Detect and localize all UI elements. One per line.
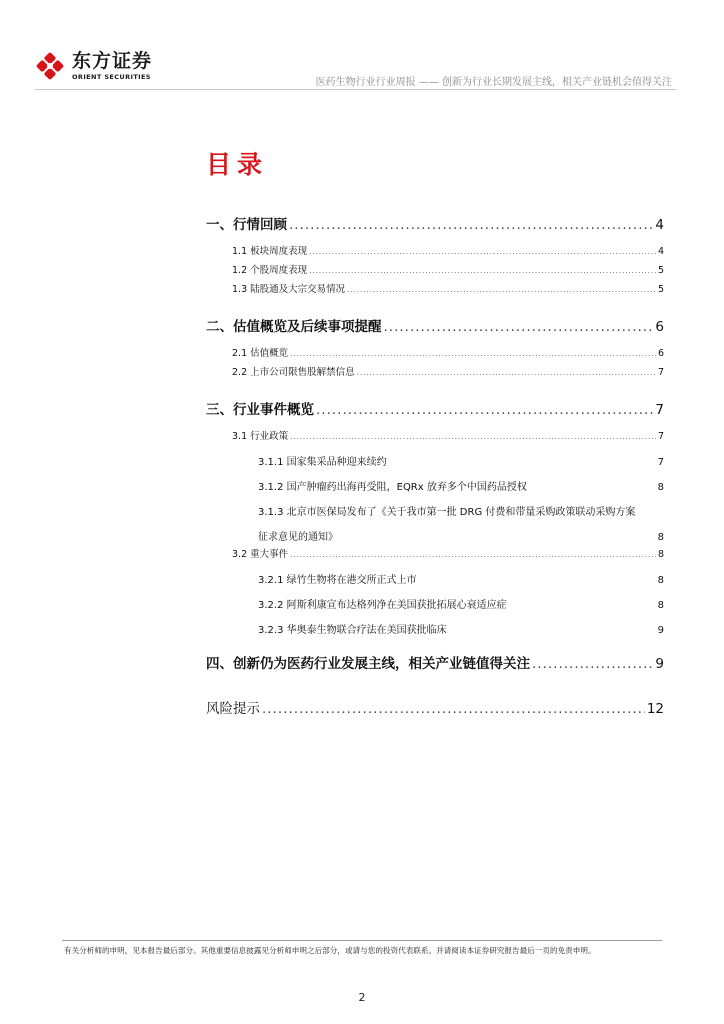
toc-entry-title: 1.3 陆股通及大宗交易情况 bbox=[232, 284, 346, 295]
toc-entry-page: 5 bbox=[657, 265, 664, 276]
toc-entry-3-2-3[interactable] bbox=[258, 621, 664, 636]
toc-leader bbox=[309, 267, 656, 275]
toc-entry-page: 4 bbox=[655, 217, 664, 233]
toc-leader bbox=[357, 369, 656, 377]
toc-entry-risk[interactable] bbox=[206, 697, 664, 717]
toc-leader bbox=[309, 248, 656, 256]
toc-entry-title: 3.2 重大事件 bbox=[232, 549, 289, 560]
page-number: 2 bbox=[358, 991, 366, 1004]
toc-entry-3-1-2[interactable] bbox=[258, 478, 664, 493]
toc-leader bbox=[290, 433, 656, 441]
toc-entry-3-1-1[interactable] bbox=[258, 453, 664, 468]
toc-entry-3-2-2[interactable] bbox=[258, 596, 664, 611]
toc-leader bbox=[290, 350, 656, 358]
toc-entry-title: 3.2.3 华奥泰生物联合疗法在美国获批临床 bbox=[258, 625, 447, 636]
toc-leader bbox=[532, 656, 653, 672]
toc-entry-page: 8 bbox=[657, 575, 664, 586]
toc-entry-title: 一、行情回顾 bbox=[206, 217, 287, 233]
toc-entry-3-2-1[interactable] bbox=[258, 571, 664, 586]
toc-entry-3-2[interactable] bbox=[232, 546, 664, 560]
toc-entry-title: 3.1.2 国产肿瘤药出海再受阻，EQRx 放弃多个中国药品授权 bbox=[258, 482, 527, 493]
toc-leader bbox=[384, 319, 654, 335]
toc-entry-title: 3.1 行业政策 bbox=[232, 431, 289, 442]
report-title: 医药生物行业行业周报 —— 创新为行业长期发展主线，相关产业链机会值得关注 bbox=[315, 77, 672, 88]
toc-entry-title: 3.2.2 阿斯利康宣布达格列净在美国获批拓展心衰适应症 bbox=[258, 600, 507, 611]
toc-leader bbox=[262, 701, 645, 717]
toc-entry-title: 3.1.1 国家集采品种迎来续约 bbox=[258, 457, 387, 468]
toc-entry-title: 风险提示 bbox=[206, 701, 260, 717]
toc-entry-1[interactable] bbox=[206, 213, 664, 233]
toc-entry-1-3[interactable] bbox=[232, 281, 664, 295]
brand-name-en: ORIENT SECURITIES bbox=[72, 73, 151, 81]
toc-entry-page: 7 bbox=[657, 431, 664, 442]
page-header bbox=[0, 0, 724, 92]
toc-entry-page: 8 bbox=[657, 532, 664, 543]
brand bbox=[72, 50, 152, 81]
toc-entry-page: 9 bbox=[657, 625, 664, 636]
orient-securities-logo-icon bbox=[34, 50, 66, 82]
toc-entry-title: 3.2.1 绿竹生物将在港交所正式上市 bbox=[258, 575, 417, 586]
toc-entry-page: 8 bbox=[657, 549, 664, 560]
toc-entry-2-2[interactable] bbox=[232, 364, 664, 378]
toc-entry-title: 征求意见的通知》 bbox=[258, 532, 338, 543]
toc-entry-page: 6 bbox=[657, 348, 664, 359]
toc-entry-page: 4 bbox=[657, 246, 664, 257]
toc-leader bbox=[316, 402, 653, 418]
toc-entry-page: 7 bbox=[657, 457, 664, 468]
toc-entry-page: 9 bbox=[655, 656, 664, 672]
toc-entry-4[interactable] bbox=[206, 652, 664, 672]
toc-entry-page: 12 bbox=[646, 701, 664, 717]
toc-entry-page: 5 bbox=[657, 284, 664, 295]
toc-entry-3-1-3-cont[interactable] bbox=[258, 528, 664, 543]
header-divider bbox=[34, 89, 676, 90]
toc-entry-title: 1.1 板块周度表现 bbox=[232, 246, 308, 257]
toc-entry-3[interactable] bbox=[206, 398, 664, 418]
toc-leader bbox=[290, 551, 656, 559]
toc-entry-title: 四、创新仍为医药行业发展主线，相关产业链值得关注 bbox=[206, 656, 530, 672]
toc-entry-title: 三、行业事件概览 bbox=[206, 402, 314, 418]
toc-entry-title: 3.1.3 北京市医保局发布了《关于我市第一批 DRG 付费和带量采购政策联动采购方案 bbox=[258, 507, 636, 518]
toc-entry-page: 6 bbox=[655, 319, 664, 335]
footer-disclaimer: 有关分析师的申明，见本报告最后部分。其他重要信息披露见分析师申明之后部分，或请与您的投资代表联系。并请阅读本证券研究报告最后一页的免责申明。 bbox=[64, 946, 596, 955]
toc-entry-title: 2.1 估值概览 bbox=[232, 348, 289, 359]
toc-entry-2[interactable] bbox=[206, 315, 664, 335]
toc-entry-page: 8 bbox=[657, 482, 664, 493]
brand-name-cn: 东方证券 bbox=[72, 50, 153, 72]
toc-entry-title: 1.2 个股周度表现 bbox=[232, 265, 308, 276]
toc-entry-page: 7 bbox=[655, 402, 664, 418]
toc-entry-page: 7 bbox=[657, 367, 664, 378]
toc-entry-1-2[interactable] bbox=[232, 262, 664, 276]
toc-entry-page: 8 bbox=[657, 600, 664, 611]
toc-entry-3-1-3[interactable] bbox=[258, 503, 664, 518]
toc-entry-title: 二、估值概览及后续事项提醒 bbox=[206, 319, 382, 335]
toc-entry-title: 2.2 上市公司限售股解禁信息 bbox=[232, 367, 355, 378]
toc-leader bbox=[289, 217, 653, 233]
footer-divider bbox=[62, 940, 662, 941]
toc-heading: 目录 bbox=[206, 150, 269, 179]
toc-leader bbox=[347, 286, 656, 294]
toc-entry-3-1[interactable] bbox=[232, 428, 664, 442]
toc-entry-2-1[interactable] bbox=[232, 345, 664, 359]
toc-entry-1-1[interactable] bbox=[232, 243, 664, 257]
